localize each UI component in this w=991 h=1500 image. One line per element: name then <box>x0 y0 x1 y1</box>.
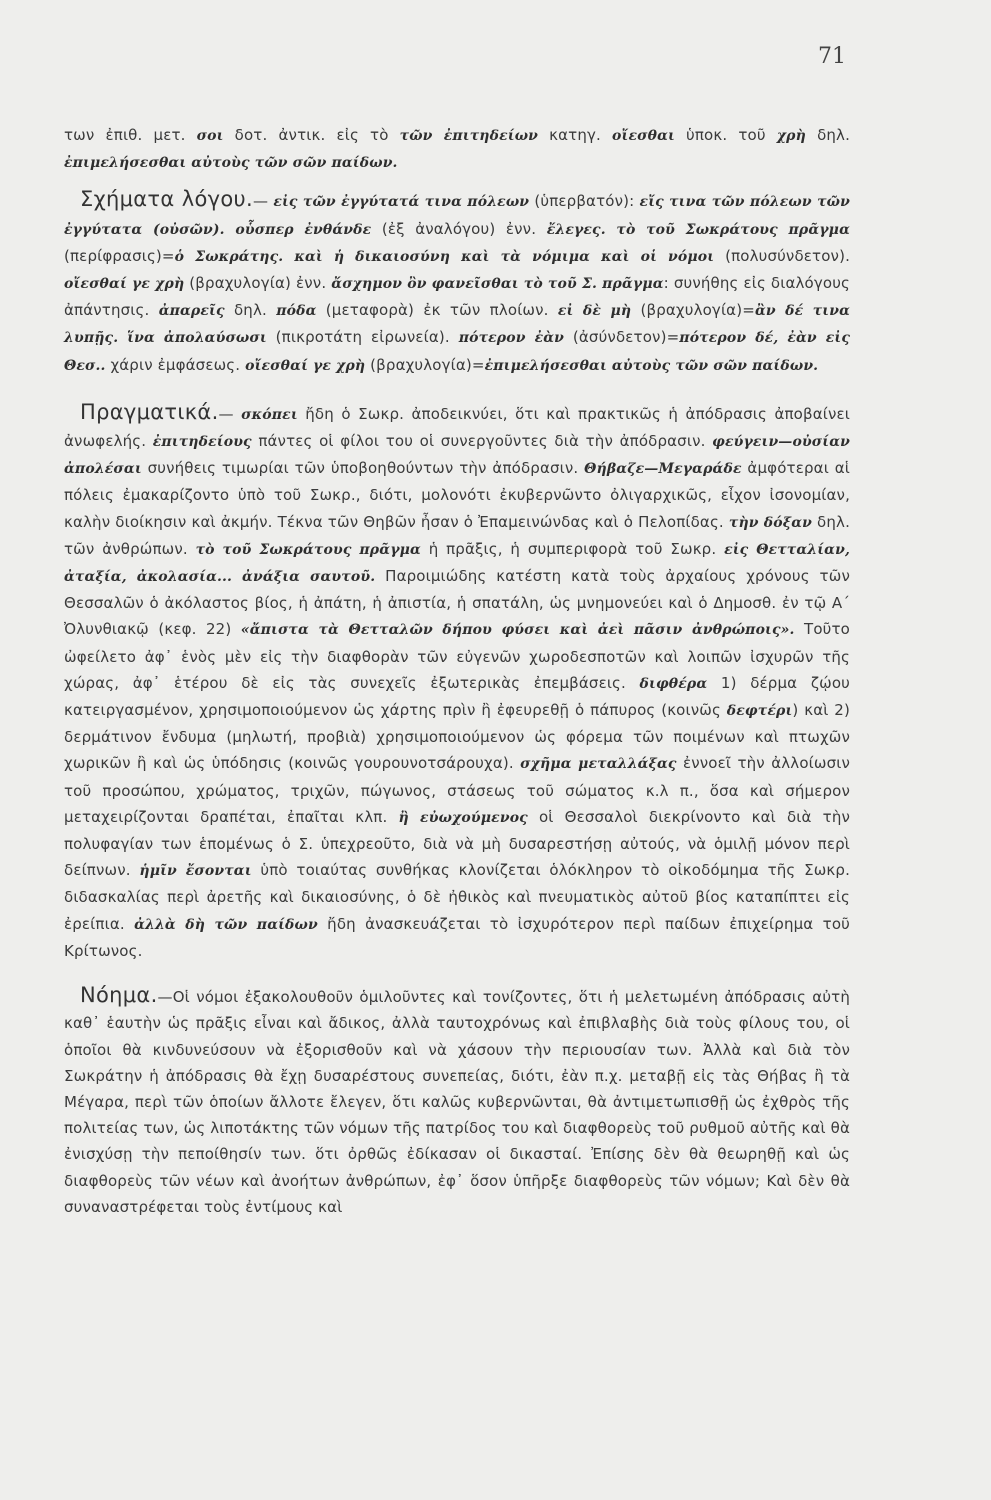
text: (μεταφορὰ) ἐκ τῶν πλοίων. <box>316 301 558 320</box>
greek-term: ἀπαρεῖς <box>158 303 225 320</box>
greek-term: ἢ εὐωχούμενος <box>398 809 528 826</box>
greek-term: οἴεσθαι <box>612 128 675 144</box>
text: (ἐξ ἀναλόγου) ἐνν. <box>371 219 547 238</box>
greek-term: ἀλλὰ δὴ τῶν παίδων <box>134 916 318 933</box>
greek-term: σκόπει <box>241 406 298 423</box>
section-heading-pragmatika: Πραγματικά. <box>80 399 219 424</box>
greek-term: πότερον δέ, ἐὰν εἰς Θεσ.. <box>64 330 850 374</box>
text: (βραχυλογία) ἐνν. <box>184 274 332 293</box>
schemata-paragraph <box>64 186 850 378</box>
greek-term: ἐπιμελήσεσθαι αὐτοὺς τῶν σῶν παίδων. <box>484 357 819 374</box>
text: (πολυσύνδετον). <box>714 246 850 265</box>
page-body <box>64 122 850 1220</box>
greek-term: ἄσχημον ὂν φανεῖσθαι τὸ τοῦ Σ. πρᾶγμα <box>331 276 664 293</box>
text: —Οἱ νόμοι ἐξακολουθοῦν ὁμιλοῦντες καὶ τονίζοντες, ὅτι ἡ μελετωμένη ἀπόδρασις αὐτὴ καθ᾽ ἑαυτὴν ὡς πρᾶξις εἶναι καὶ ἄδικος, ἀλλὰ ταυτοχρόνως καὶ ἐπιβλαβὴς διὰ τοὺς φίλους του, οἱ ὁποῖοι θὰ κινδυνεύσουν νὰ ἐξορισθοῦν καὶ νὰ χάσουν τὴν περιουσίαν των. Ἀλλὰ καὶ διὰ τὸν Σωκράτην ἡ ἀπόδρασις θὰ ἔχῃ δυσαρέστους συνεπείας, διότι, ἐὰν π.χ. μεταβῇ εἰς τὰς Θήβας ἢ τὰ Μέγαρα, περὶ τῶν ὁποίων ἄλλοτε ἔλεγεν, ὅτι καλῶς κυβερνῶνται, θὰ ἀντιμετωπισθῇ ὡς ἐχθρὸς τῆς πολιτείας των, ὡς λιποτάκτης τῶν νόμων τῆς πατρίδος του καὶ διαφθορεὺς τοῦ ρυθμοῦ αὐτῆς καὶ θὰ ἐνισχύσῃ τὴν πεποίθησίν των. ὅτι ὀρθῶς ἐδίκασαν οἱ δικασταί. Ἐπίσης δὲν θὰ θεωρηθῇ καὶ ὡς διαφθορεὺς τῶν νέων καὶ ἀνοήτων ἀνθρώπων, ἐφ᾽ ὅσον ὑπῆρξε διαφθορεὺς τῶν νόμων; Καὶ δὲν θὰ συναναστρέφεται τοὺς ἐντίμους καὶ <box>64 988 850 1216</box>
text: δηλ. τῶν ἀνθρώπων. <box>64 512 850 558</box>
text: δηλ. <box>224 301 277 320</box>
noema-paragraph <box>64 982 850 1220</box>
text: : συνήθης εἰς διαλόγους ἀπάντησις. <box>64 274 850 320</box>
text: πάντες οἱ φίλοι του οἱ συνεργοῦντες διὰ τὴν ἀπόδρασιν. <box>251 432 713 451</box>
text: ἡ πρᾶξις, ἡ συμπεριφορὰ τοῦ Σωκρ. <box>420 539 725 558</box>
text: κατηγ. <box>538 126 613 144</box>
text: χάριν ἐμφάσεως. <box>105 355 246 374</box>
greek-term: χρὴ <box>776 128 806 144</box>
text: συνήθεις τιμωρίαι τῶν ὑποβοηθούντων τὴν ἀπόδρασιν. <box>141 459 585 478</box>
text: — <box>218 404 242 423</box>
text: (ἀσύνδετον)= <box>564 328 680 347</box>
text: (βραχυλογία)= <box>365 355 485 374</box>
greek-term: εἰς τῶν ἐγγύτατά τινα πόλεων <box>273 194 530 211</box>
page-number: 71 <box>818 44 846 69</box>
text: ἤδη ἀνασκευάζεται τὸ ἰσχυρότερον περὶ παίδων ἐπιχείρημα τοῦ Κρίτωνος. <box>64 914 850 960</box>
greek-term: ἂν δέ τινα λυπῇς. ἵνα ἀπολαύσωσι <box>64 303 850 347</box>
greek-term: οἴεσθαί γε χρὴ <box>245 357 366 374</box>
greek-term: σοι <box>196 128 224 144</box>
text: ἐννοεῖ τὴν ἀλλοίωσιν τοῦ προσώπου, χρώματος, τριχῶν, πώγωνος, στάσεως τοῦ σώματος κ.λ π., ὅσα καὶ σήμερον μεταχειρίζονται δραπέται, ἐπαῖται κλπ. <box>64 754 850 826</box>
greek-term: εἰ δὲ μὴ <box>557 303 632 320</box>
greek-term: σχῆμα μεταλλάξας <box>520 756 677 773</box>
section-heading-noema: Νόημα. <box>80 983 158 1008</box>
text: Τοῦτο ὠφείλετο ἀφ᾽ ἑνὸς μὲν εἰς τὴν διαφθορὰν τῶν εὐγενῶν χωροδεσποτῶν καὶ λοιπῶν ἰσχυρῶν τῆς χώρας, ἀφ᾽ ἑτέρου δὲ εἰς τὰς συνεχεῖς ἐξωτερικὰς ἐπεμβάσεις. <box>64 620 851 692</box>
greek-term: ὁ Σωκράτης. καὶ ἡ δικαιοσύνη καὶ τὰ νόμιμα καὶ οἱ νόμοι <box>174 248 715 265</box>
text: (πικροτάτη εἰρωνεία). <box>266 328 459 347</box>
greek-term: εἴς τινα τῶν πόλεων τῶν ἐγγύτατα (οὐσῶν). οὗσπερ ἐνθάνδε <box>64 194 851 238</box>
text: ἤδη ὁ Σωκρ. ἀποδεικνύει, ὅτι καὶ πρακτικῶς ἡ ἀπόδρασις ἀποβαίνει ἀνωφελής. <box>64 404 850 451</box>
greek-term: Θήβαζε—Μεγαράδε <box>584 461 742 478</box>
greek-term: ἡμῖν ἔσονται <box>139 863 252 880</box>
text: των ἐπιθ. μετ. <box>64 126 197 144</box>
text: ) καὶ 2) δερμάτινον ἔνδυμα (μηλωτή, προβιὰ) χρησιμοποιούμενον ὡς φόρεμα τῶν ποιμένων καὶ πτωχῶν χωρικῶν ἢ καὶ ὡς ὑπόδησις (κοινῶς γουρουνοτσάρουχα). <box>64 701 850 773</box>
text: δηλ. <box>805 126 850 144</box>
greek-term: τὸ τοῦ Σωκράτους πρᾶγμα <box>195 541 421 558</box>
greek-term: τὴν δόξαν <box>728 514 813 531</box>
section-heading-schemata: Σχήματα λόγου. <box>80 187 253 212</box>
intro-paragraph <box>64 122 850 176</box>
text: (βραχυλογία)= <box>631 301 755 320</box>
greek-term: οἴεσθαί γε χρὴ <box>64 276 185 293</box>
greek-term: διφθέρα <box>639 675 708 692</box>
text: οἱ Θεσσαλοὶ διεκρίνοντο καὶ διὰ τὴν πολυφαγίαν των ἑπομένως ὁ Σ. ὑπεχρεοῦτο, διὰ νὰ μὴ δυσαρεστήσῃ αὐτούς, νὰ ὁμιλῇ μόνον περὶ δείπνων. <box>64 807 851 880</box>
greek-term: δεφτέρι <box>726 703 793 720</box>
text: 1) δέρμα ζῴου κατειργασμένον, χρησιμοποιούμενον ὡς χάρτης πρὶν ἢ ἐφευρεθῇ ὁ πάπυρος (κοινῶς <box>64 673 851 720</box>
greek-term: εἰς Θετταλίαν, ἀταξία, ἀκολασία... ἀνάξια σαυτοῦ. <box>64 541 850 586</box>
pragmatika-paragraph <box>64 399 850 964</box>
text: ἀμφότεραι αἱ πόλεις ἐμακαρίζοντο ὑπὸ τοῦ Σωκρ., διότι, μολονότι ἐκυβερνῶντο ὀλιγαρχικῶς, εἶχον ἰσονομίαν, καλὴν διοίκησιν καὶ ἀκμήν. Τέκνα τῶν Θηβῶν ἦσαν ὁ Ἐπαμεινώνδας καὶ ὁ Πελοπίδας. <box>64 459 851 531</box>
greek-term: πόδα <box>276 303 317 320</box>
greek-term: τῶν ἐπιτηδείων <box>399 128 539 144</box>
greek-term: «ἄπιστα τὰ Θετταλῶν δήπου φύσει καὶ ἀεὶ πᾶσιν ἀνθρώποις». <box>240 622 795 639</box>
greek-term: ἐπιμελήσεσθαι αὐτοὺς τῶν σῶν παίδων. <box>64 155 398 172</box>
text: (ὑπερβατόν): <box>529 192 640 211</box>
text: — <box>252 192 274 211</box>
text: δοτ. ἀντικ. εἰς τὸ <box>223 126 400 144</box>
text: ὑπὸ τοιαύτας συνθήκας κλονίζεται ὁλόκληρον τὸ οἰκοδόμημα τῆς Σωκρ. διδασκαλίας περὶ ἀρετῆς καὶ δικαιοσύνης, ὁ δὲ ἠθικὸς καὶ πνευματικὸς αὐτοῦ βίος καταπίπτει εἰς ἐρείπια. <box>64 861 850 933</box>
text: ὑποκ. τοῦ <box>674 126 777 144</box>
greek-term: πότερον ἐὰν <box>458 330 565 347</box>
greek-term: ἐπιτηδείους <box>152 434 252 451</box>
greek-term: ἔλεγες. τὸ τοῦ Σωκράτους πρᾶγμα <box>546 221 850 238</box>
greek-term: φεύγειν—οὐσίαν ἀπολέσαι <box>64 434 850 478</box>
text: (περίφρασις)= <box>64 246 175 265</box>
text: Παροιμιώδης κατέστη κατὰ τοὺς ἀρχαίους χρόνους τῶν Θεσσαλῶν ὁ ἀκόλαστος βίος, ἡ ἀπάτη, ἡ ἀπιστία, ἡ σπατάλη, ὡς μνημονεύει καὶ ὁ Δημοσθ. ἐν τῷ Α΄ Ὀλυνθιακῷ (κεφ. 22) <box>64 567 850 639</box>
